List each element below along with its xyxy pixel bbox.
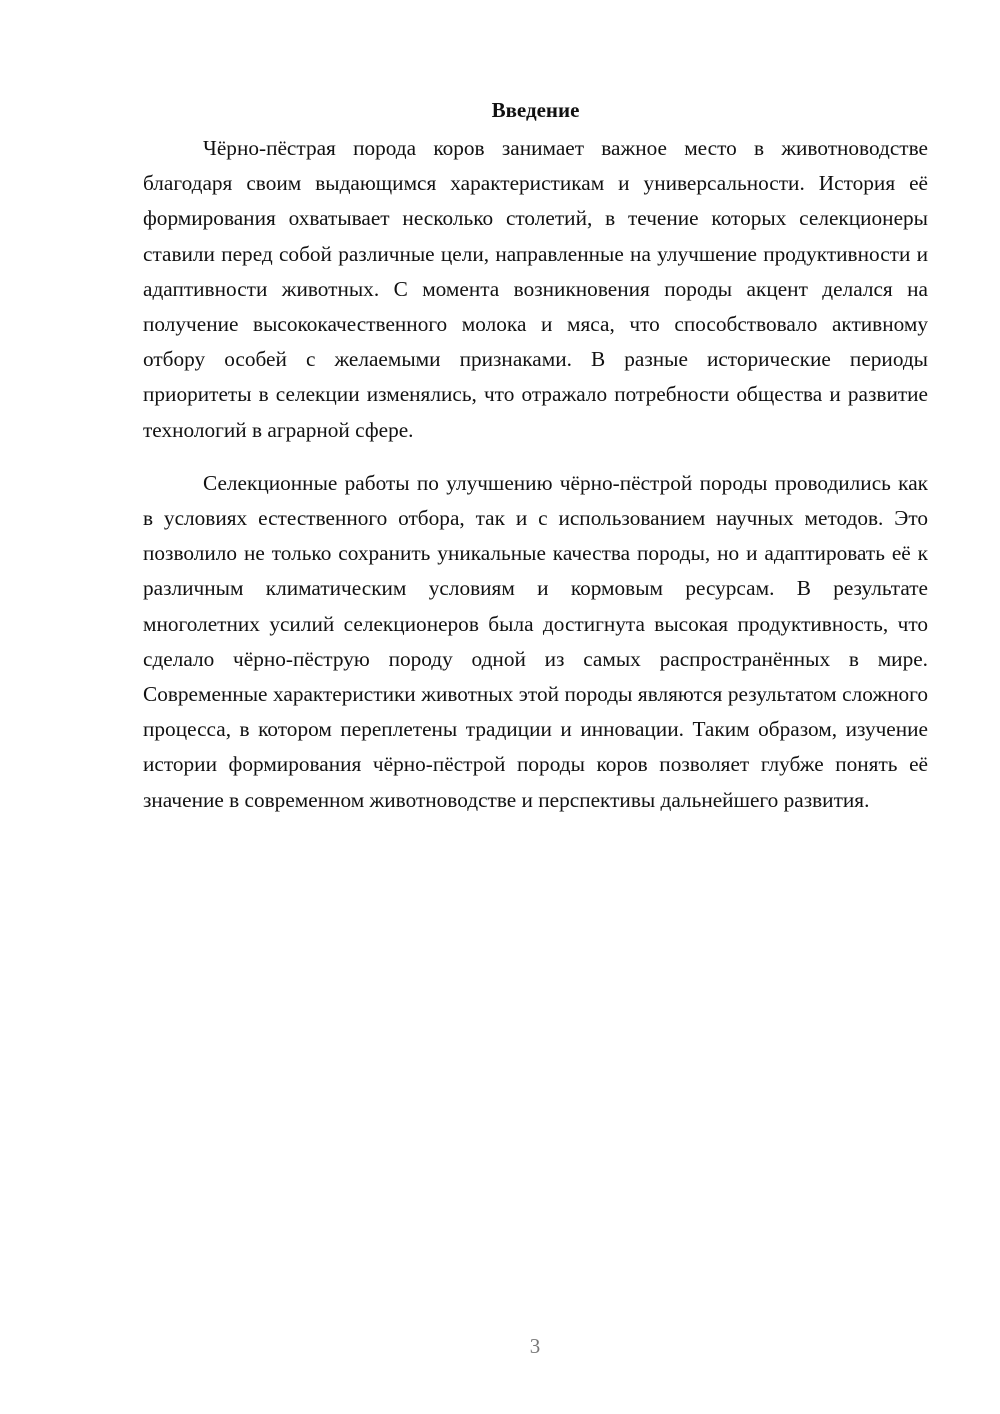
document-page bbox=[143, 92, 928, 818]
paragraph-2: Селекционные работы по улучшению чёрно-пёстрой породы проводились как в условиях естественного отбора, так и с использованием научных методов. Это позволило не только сохранить уникальные качества породы, но и адаптировать её к различным климатическим условиям и кормовым ресурсам. В результате многолетних усилий селекционеров была достигнута высокая продуктивность, что сделало чёрно-пёструю породу одной из самых распространённых в мире. Современные характеристики животных этой породы являются результатом сложного процесса, в котором переплетены традиции и инновации. Таким образом, изучение истории формирования чёрно-пёстрой породы коров позволяет глубже понять её значение в современном животноводстве и перспективы дальнейшего развития. bbox=[143, 470, 928, 812]
section-heading: Введение bbox=[491, 98, 580, 122]
paragraph-1: Чёрно-пёстрая порода коров занимает важное место в животноводстве благодаря своим выдающимся характеристикам и универсальности. История её формирования охватывает несколько столетий, в течение которых селекционеры ставили перед собой различные цели, направленные на улучшение продуктивности и адаптивности животных. С момента возникновения породы акцент делался на получение высококачественного молока и мяса, что способствовало активному отбору особей с желаемыми признаками. В разные исторические периоды приоритеты в селекции изменялись, что отражало потребности общества и развитие технологий в аграрной сфере. bbox=[143, 136, 928, 442]
page-number: 3 bbox=[529, 1334, 541, 1358]
